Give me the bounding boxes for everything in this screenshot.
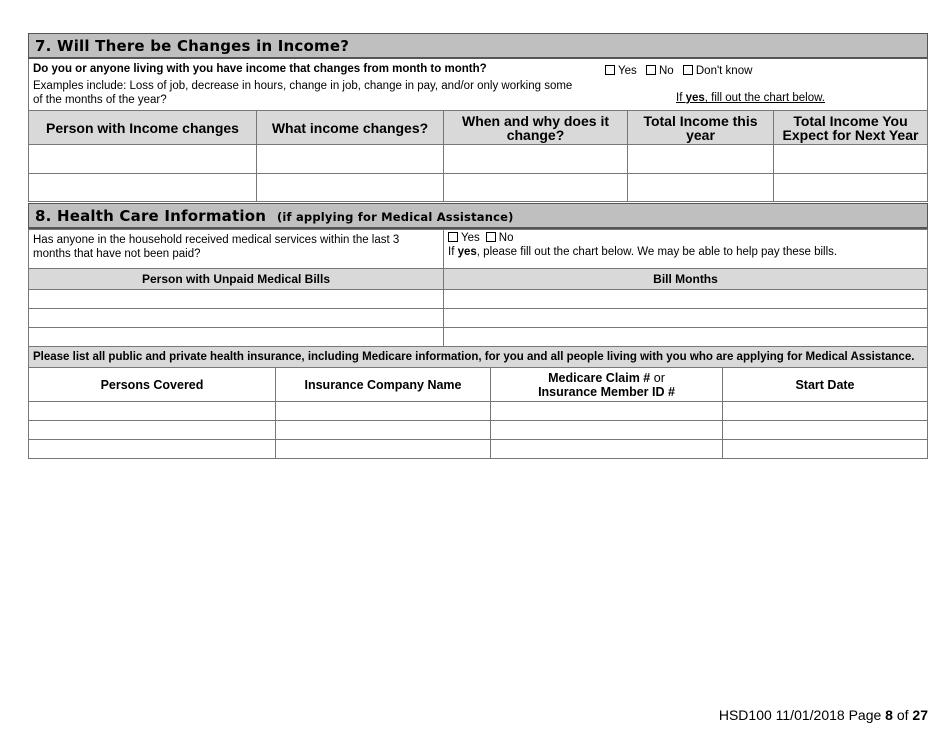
no-checkbox[interactable] bbox=[486, 232, 496, 242]
income-examples: Examples include: Loss of job, decrease in hours, change in job, change in pay, and/or only working some of the months of the year? bbox=[33, 80, 573, 106]
cell[interactable] bbox=[628, 145, 774, 174]
income-question: Do you or anyone living with you have income that changes from month to month? bbox=[33, 63, 487, 75]
col-persons-covered: Persons Covered bbox=[29, 368, 276, 402]
col-start-date: Start Date bbox=[723, 368, 928, 402]
cell[interactable] bbox=[444, 290, 928, 309]
cell[interactable] bbox=[444, 174, 628, 202]
cell[interactable] bbox=[276, 421, 491, 440]
table-row bbox=[29, 145, 928, 174]
cell[interactable] bbox=[628, 174, 774, 202]
cell[interactable] bbox=[29, 402, 276, 421]
cell[interactable] bbox=[276, 402, 491, 421]
cell[interactable] bbox=[29, 290, 444, 309]
insurance-table bbox=[28, 367, 928, 459]
table-row bbox=[29, 440, 928, 459]
cell[interactable] bbox=[276, 440, 491, 459]
col-total-this-year: Total Income this year bbox=[628, 111, 774, 145]
insurance-instruction: Please list all public and private health insurance, including Medicare information, for you and all people living with you who are applying for Medical Assistance. bbox=[29, 347, 928, 368]
income-options bbox=[599, 64, 752, 78]
cell[interactable] bbox=[444, 145, 628, 174]
table-row bbox=[29, 174, 928, 202]
cell[interactable] bbox=[257, 145, 444, 174]
table-row bbox=[29, 290, 928, 309]
cell[interactable] bbox=[774, 174, 928, 202]
medical-question: Has anyone in the household received medical services within the last 3 months that have not been paid? bbox=[29, 230, 444, 269]
table-row bbox=[29, 402, 928, 421]
income-table bbox=[28, 110, 928, 202]
col-member-id: Medicare Claim # or Insurance Member ID # bbox=[491, 368, 723, 402]
no-label: No bbox=[658, 65, 674, 77]
yes-checkbox[interactable] bbox=[448, 232, 458, 242]
cell[interactable] bbox=[29, 174, 257, 202]
cell[interactable] bbox=[29, 309, 444, 328]
cell[interactable] bbox=[257, 174, 444, 202]
section-7-question bbox=[28, 59, 928, 110]
col-what: What income changes? bbox=[257, 111, 444, 145]
cell[interactable] bbox=[29, 328, 444, 347]
cell[interactable] bbox=[723, 440, 928, 459]
cell[interactable] bbox=[491, 402, 723, 421]
col-bill-months: Bill Months bbox=[444, 269, 928, 290]
dont-know-label: Don't know bbox=[695, 65, 753, 77]
cell[interactable] bbox=[491, 421, 723, 440]
yes-label: Yes bbox=[461, 232, 480, 244]
section-7-header bbox=[28, 33, 928, 59]
cell[interactable] bbox=[774, 145, 928, 174]
medical-options bbox=[444, 230, 928, 269]
table-row bbox=[29, 328, 928, 347]
col-when-why: When and why does it change? bbox=[444, 111, 628, 145]
medical-instruction: If yes, please fill out the chart below. We may be able to help pay these bills. bbox=[448, 246, 838, 258]
dont-know-checkbox[interactable] bbox=[683, 65, 693, 75]
cell[interactable] bbox=[29, 440, 276, 459]
cell[interactable] bbox=[29, 421, 276, 440]
yes-label: Yes bbox=[618, 65, 637, 77]
section-8-subtitle: (if applying for Medical Assistance) bbox=[276, 210, 514, 224]
page-footer: HSD100 11/01/2018 Page 8 of 27 bbox=[718, 707, 928, 723]
cell[interactable] bbox=[723, 402, 928, 421]
cell[interactable] bbox=[29, 145, 257, 174]
section-7-title: 7. Will There be Changes in Income? bbox=[35, 37, 350, 55]
cell[interactable] bbox=[444, 328, 928, 347]
yes-checkbox[interactable] bbox=[605, 65, 615, 75]
cell[interactable] bbox=[491, 440, 723, 459]
no-label: No bbox=[498, 232, 514, 244]
income-instruction: If yes, fill out the chart below. bbox=[676, 92, 825, 104]
table-row bbox=[29, 309, 928, 328]
col-insurance-company: Insurance Company Name bbox=[276, 368, 491, 402]
section-8-header bbox=[28, 203, 928, 229]
col-person: Person with Income changes bbox=[29, 111, 257, 145]
no-checkbox[interactable] bbox=[646, 65, 656, 75]
medical-bills-table bbox=[28, 229, 928, 368]
section-8-title: 8. Health Care Information bbox=[35, 207, 267, 225]
col-total-next-year: Total Income You Expect for Next Year bbox=[774, 111, 928, 145]
col-person-unpaid: Person with Unpaid Medical Bills bbox=[29, 269, 444, 290]
cell[interactable] bbox=[723, 421, 928, 440]
table-row bbox=[29, 421, 928, 440]
cell[interactable] bbox=[444, 309, 928, 328]
